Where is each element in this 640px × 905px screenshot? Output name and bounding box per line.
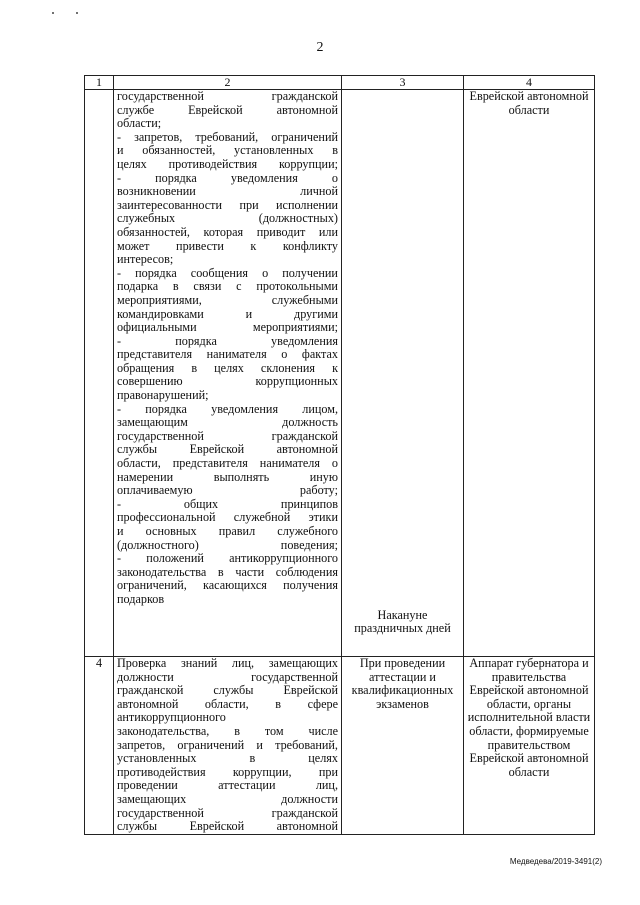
text-line: службы Еврейской автономной <box>117 442 338 457</box>
text-line: (должностного) поведения; <box>117 537 338 552</box>
measure-cell <box>114 657 342 835</box>
header-cell-2: 2 <box>114 76 342 90</box>
text-line: государственной гражданской <box>117 428 338 443</box>
text-line: законодательства, в том числе <box>117 723 338 738</box>
scan-speck <box>52 12 54 14</box>
table-row <box>85 657 595 835</box>
text-line: намерении выполнять иную <box>117 469 338 484</box>
responsible-cell: Еврейской автономной области <box>464 90 595 657</box>
text-line: должности государственной <box>117 669 338 684</box>
row-number-cell: 4 <box>85 657 114 835</box>
timing-text: Накануне праздничных дней <box>354 607 451 636</box>
scan-speck <box>76 12 78 14</box>
text-line: заинтересованности при исполнении <box>117 197 338 212</box>
measure-cell <box>114 90 342 657</box>
table-row <box>85 90 595 657</box>
text-line: замещающих должности <box>117 791 338 806</box>
text-line: интересов; <box>117 252 174 267</box>
text-line: противодействия коррупции, при <box>117 764 338 779</box>
table-header-row <box>85 76 595 90</box>
header-cell-3: 3 <box>342 76 464 90</box>
text-line: замещающим должность <box>117 415 338 430</box>
page-number: 2 <box>316 40 324 55</box>
text-line: правонарушений; <box>117 388 209 403</box>
responsible-cell: Аппарат губернатора и правительства Еврейской автономной области, органы исполнительной власти области, формируемые правительством Еврейской автономной области <box>464 657 595 835</box>
text-line: обязанностей, которая приводит или <box>117 224 338 239</box>
text-line: - порядка уведомления лицом, <box>117 401 338 416</box>
text-line: целях противодействия коррупции; <box>117 156 338 171</box>
text-line: службы Еврейской автономной <box>117 819 338 834</box>
timing-cell <box>342 90 464 657</box>
text-line: - запретов, требований, ограничений <box>117 129 338 144</box>
text-line: - положений антикоррупционного <box>117 551 338 566</box>
text-line: профессиональной служебной этики <box>117 510 338 525</box>
text-line: обращения в целях склонения к <box>117 360 338 375</box>
text-line: возникновении личной <box>117 184 338 199</box>
text-line: гражданской службы Еврейской <box>117 683 338 698</box>
text-line: проведении аттестации лиц, <box>117 778 338 793</box>
text-line: подарков <box>117 591 165 606</box>
text-line: ограничений, касающихся получения <box>117 578 338 593</box>
text-line: подарка в связи с протокольными <box>117 279 338 294</box>
text-line: совершению коррупционных <box>117 374 338 389</box>
text-line: - общих принципов <box>117 496 338 511</box>
text-line: области; <box>117 116 162 131</box>
text-line: области, представителя нанимателя о <box>117 456 338 471</box>
text-line: - порядка сообщения о получении <box>117 265 338 280</box>
text-line: и основных правил служебного <box>117 524 338 538</box>
text-line: - порядка уведомления о <box>117 170 338 185</box>
header-cell-1: 1 <box>85 76 114 90</box>
document-table <box>84 75 595 835</box>
text-line: может привести к конфликту <box>117 238 338 253</box>
text-line: антикоррупционного <box>117 710 226 725</box>
header-cell-4: 4 <box>464 76 595 90</box>
text-line: службе Еврейской автономной <box>117 102 338 117</box>
document-footer-code: Медведева/2019-3491(2) <box>509 857 602 866</box>
row-number-cell <box>85 90 114 657</box>
text-line: служебных (должностных) <box>117 211 338 226</box>
text-line: установленных в целях <box>117 751 338 766</box>
text-line: Проверка знаний лиц, замещающих <box>117 656 338 670</box>
text-line: государственной гражданской <box>117 805 338 820</box>
text-line: запретов, ограничений и требований, <box>117 737 338 752</box>
text-line: государственной гражданской <box>117 89 338 103</box>
text-line: представителя нанимателя о фактах <box>117 347 338 362</box>
text-line: официальными мероприятиями; <box>117 320 338 335</box>
text-line: законодательства в части соблюдения <box>117 564 338 579</box>
text-line: автономной области, в сфере <box>117 696 338 711</box>
timing-cell: При проведении аттестации и квалификационных экзаменов <box>342 657 464 835</box>
text-line: - порядка уведомления <box>117 333 338 348</box>
text-line: командировками и другими <box>117 306 338 321</box>
text-line: оплачиваемую работу; <box>117 483 338 498</box>
text-line: и обязанностей, установленных в <box>117 143 338 158</box>
text-line: мероприятиями, служебными <box>117 292 338 307</box>
